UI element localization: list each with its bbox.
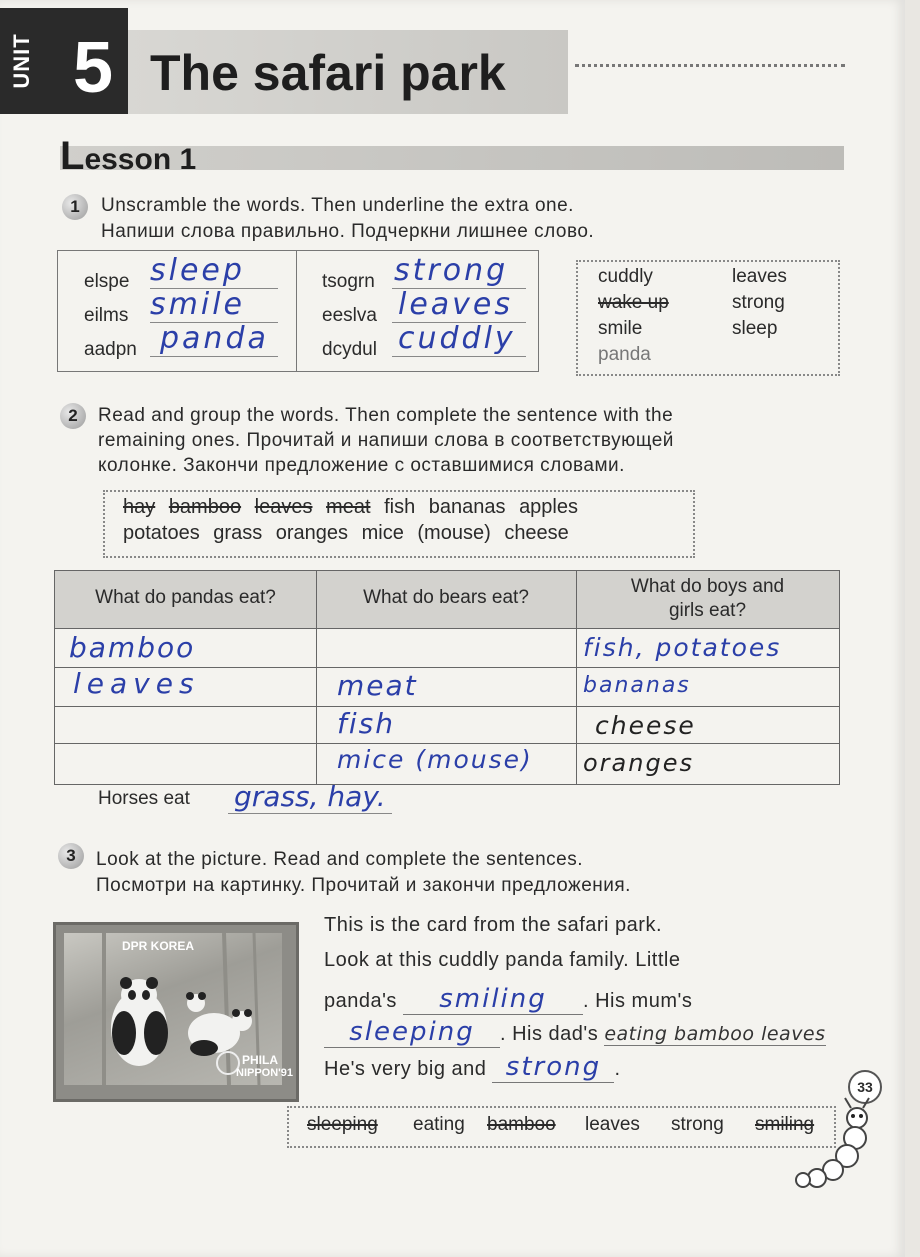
word-item: bamboo	[487, 1114, 556, 1135]
panda-stamp-image	[53, 922, 299, 1102]
table-cell: leaves	[73, 667, 200, 700]
word-box	[287, 1106, 836, 1148]
exercise-number: 1	[62, 194, 88, 220]
word-item: grass	[213, 522, 263, 544]
table-divider	[55, 743, 839, 744]
scrambled-word: eilms	[84, 305, 129, 326]
ex2-instruction-line: Read and group the words. Then complete the sentence with the	[98, 405, 674, 426]
scrambled-word: elspe	[84, 271, 130, 292]
ex1-instruction-en: Unscramble the words. Then underline the extra one.	[101, 195, 574, 216]
word-item: sleeping	[307, 1114, 378, 1135]
handwritten-answer: sleep	[150, 253, 245, 288]
ex1-instruction-ru: Напиши слова правильно. Подчеркни лишнее слово.	[101, 221, 595, 242]
word-item: fish	[384, 496, 416, 518]
handwritten-answer: grass, hay.	[228, 780, 392, 814]
page-title: The safari park	[150, 45, 506, 101]
story-text: panda's	[324, 990, 397, 1012]
unit-badge	[0, 8, 128, 114]
scrambled-word: aadpn	[84, 339, 137, 360]
sentence-prefix: Horses eat	[98, 788, 190, 809]
ex2-instruction-line: колонке. Закончи предложение с оставшимися словами.	[98, 455, 625, 476]
table-cell: bananas	[583, 673, 691, 698]
story-line	[324, 1052, 621, 1083]
word-item: eating	[413, 1114, 465, 1135]
stamp-picture	[64, 933, 294, 1085]
column-header: What do bears eat?	[363, 587, 529, 608]
table-cell: oranges	[583, 749, 694, 777]
handwritten-answer: strong	[492, 1052, 614, 1083]
unscramble-table	[57, 250, 539, 372]
exercise-number: 2	[60, 403, 86, 429]
word-box	[576, 260, 840, 376]
word-box	[103, 490, 695, 558]
unit-label: UNIT	[9, 33, 34, 89]
word-item: leaves	[732, 266, 787, 287]
table-cell: fish	[337, 707, 395, 740]
handwritten-answer: sleeping	[324, 1017, 500, 1048]
word-item: cheese	[504, 522, 569, 544]
table-cell: cheese	[595, 711, 696, 740]
word-item: meat	[326, 496, 371, 518]
caterpillar-mascot-icon	[795, 1080, 887, 1190]
scrambled-word: tsogrn	[322, 271, 375, 292]
story-line	[324, 1017, 826, 1048]
stamp-label: NIPPON'91	[236, 1067, 294, 1079]
stamp-label: DPR KOREA	[122, 939, 195, 953]
column-header: What do pandas eat?	[95, 587, 276, 608]
word-item: leaves	[585, 1114, 640, 1135]
ex3-instruction-en: Look at the picture. Read and complete the sentences.	[96, 849, 584, 870]
handwritten-answer: smiling	[403, 984, 583, 1015]
word-item: apples	[519, 496, 578, 518]
stamp-label: PHILA	[242, 1053, 278, 1067]
word-item: smile	[598, 318, 643, 339]
word-item: potatoes	[123, 522, 200, 544]
table-divider	[55, 706, 839, 707]
word-item: panda	[598, 344, 651, 365]
lesson-heading: Lesson 1	[60, 134, 197, 178]
word-box-line	[123, 522, 569, 545]
title-dots	[575, 64, 845, 67]
unit-number: 5	[72, 28, 114, 108]
handwritten-answer: panda	[160, 321, 269, 356]
handwritten-answer: leaves	[398, 287, 514, 322]
handwritten-answer: smile	[150, 287, 245, 322]
food-table	[54, 570, 840, 785]
word-box-line	[123, 496, 578, 519]
handwritten-answer: cuddly	[398, 321, 516, 356]
ex2-instruction-line: remaining ones. Прочитай и напиши слова в соответствующей	[98, 430, 674, 451]
story-line: Look at this cuddly panda family. Little	[324, 949, 681, 971]
story-text: . His dad's	[500, 1023, 599, 1045]
answer-line	[392, 356, 526, 357]
word-item: cuddly	[598, 266, 653, 287]
table-divider	[576, 571, 577, 784]
ex3-instruction-ru: Посмотри на картинку. Прочитай и закончи предложения.	[96, 875, 631, 896]
word-item: smiling	[755, 1114, 815, 1135]
table-cell: meat	[337, 669, 418, 702]
word-item: strong	[671, 1114, 724, 1135]
story-text: He's very big and	[324, 1058, 487, 1080]
table-cell: fish, potatoes	[583, 633, 782, 662]
scrambled-word: dcydul	[322, 339, 377, 360]
exercise-number: 3	[58, 843, 84, 869]
scrambled-word: eeslva	[322, 305, 377, 326]
word-item: wake up	[598, 292, 669, 313]
table-divider	[296, 251, 297, 371]
word-item: oranges	[275, 522, 349, 544]
word-item: bananas	[428, 496, 506, 518]
word-item: mice (mouse)	[361, 522, 491, 544]
story-line: This is the card from the safari park.	[324, 914, 663, 936]
word-item: bamboo	[168, 496, 242, 518]
word-item: hay	[123, 496, 156, 518]
word-item: sleep	[732, 318, 778, 339]
handwritten-answer: strong	[394, 253, 509, 288]
column-header: What do boys and girls eat?	[630, 576, 785, 621]
word-item: strong	[732, 292, 785, 313]
table-cell: bamboo	[69, 631, 196, 664]
word-item: leaves	[254, 496, 313, 518]
page-number: 33	[848, 1070, 882, 1104]
answer-line	[150, 356, 278, 357]
handwritten-answer: eating bamboo leaves	[604, 1023, 826, 1045]
table-cell: mice (mouse)	[337, 745, 533, 774]
story-text: .	[614, 1058, 621, 1080]
story-line	[324, 984, 692, 1015]
story-text: . His mum's	[583, 990, 693, 1012]
